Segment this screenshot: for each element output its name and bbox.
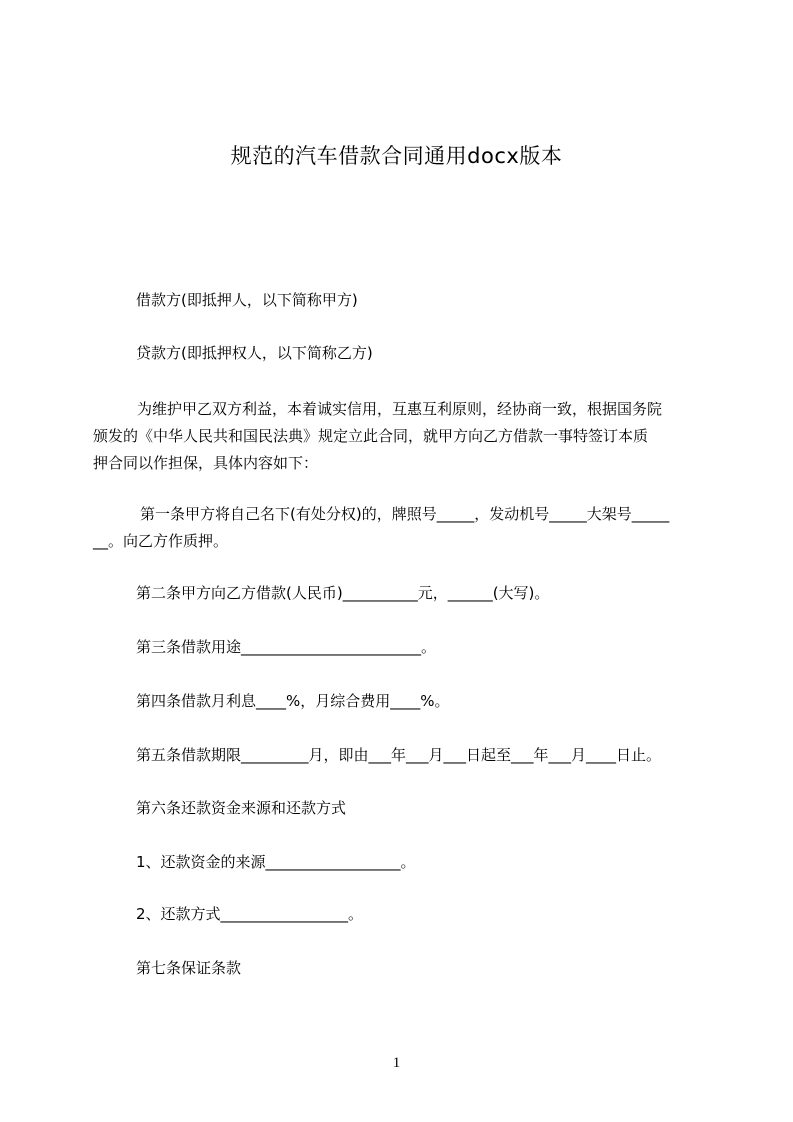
page-number: 1 (392, 1055, 401, 1071)
preamble-line-1: 为维护甲乙双方利益，本着诚实信用，互惠互利原则，经协商一致，根据国务院 (137, 400, 663, 418)
article-2: 第二条甲方向乙方借款(人民币)__________元，______(大写)。 (136, 584, 550, 602)
article-4: 第四条借款月利息____%，月综合费用____%。 (136, 692, 450, 710)
preamble-paragraph (93, 396, 663, 477)
article-6-item-2: 2、还款方式_________________。 (136, 905, 364, 923)
preamble-line-2: 颁发的《中华人民共和国民法典》规定立此合同，就甲方向乙方借款一事特签订本质 (93, 427, 649, 445)
article-5: 第五条借款期限_________月，即由___年___月___日起至___年___月____日止。 (136, 746, 662, 764)
article-7: 第七条保证条款 (136, 959, 242, 977)
lender-party: 贷款方(即抵押权人，以下简称乙方) (136, 344, 373, 362)
preamble-line-3: 押合同以作担保，具体内容如下： (93, 454, 319, 472)
borrower-party: 借款方(即抵押人，以下简称甲方) (136, 291, 358, 309)
document-title: 规范的汽车借款合同通用docx版本 (230, 144, 563, 168)
article-1-line-2: __。向乙方作质押。 (93, 532, 229, 550)
article-6: 第六条还款资金来源和还款方式 (136, 799, 347, 817)
article-6-item-1: 1、还款资金的来源__________________。 (136, 853, 416, 871)
article-1-line-1: 第一条甲方将自己名下(有处分权)的，牌照号_____，发动机号_____大架号_____ (140, 505, 670, 523)
article-1 (93, 501, 670, 555)
article-3: 第三条借款用途________________________。 (136, 638, 437, 656)
